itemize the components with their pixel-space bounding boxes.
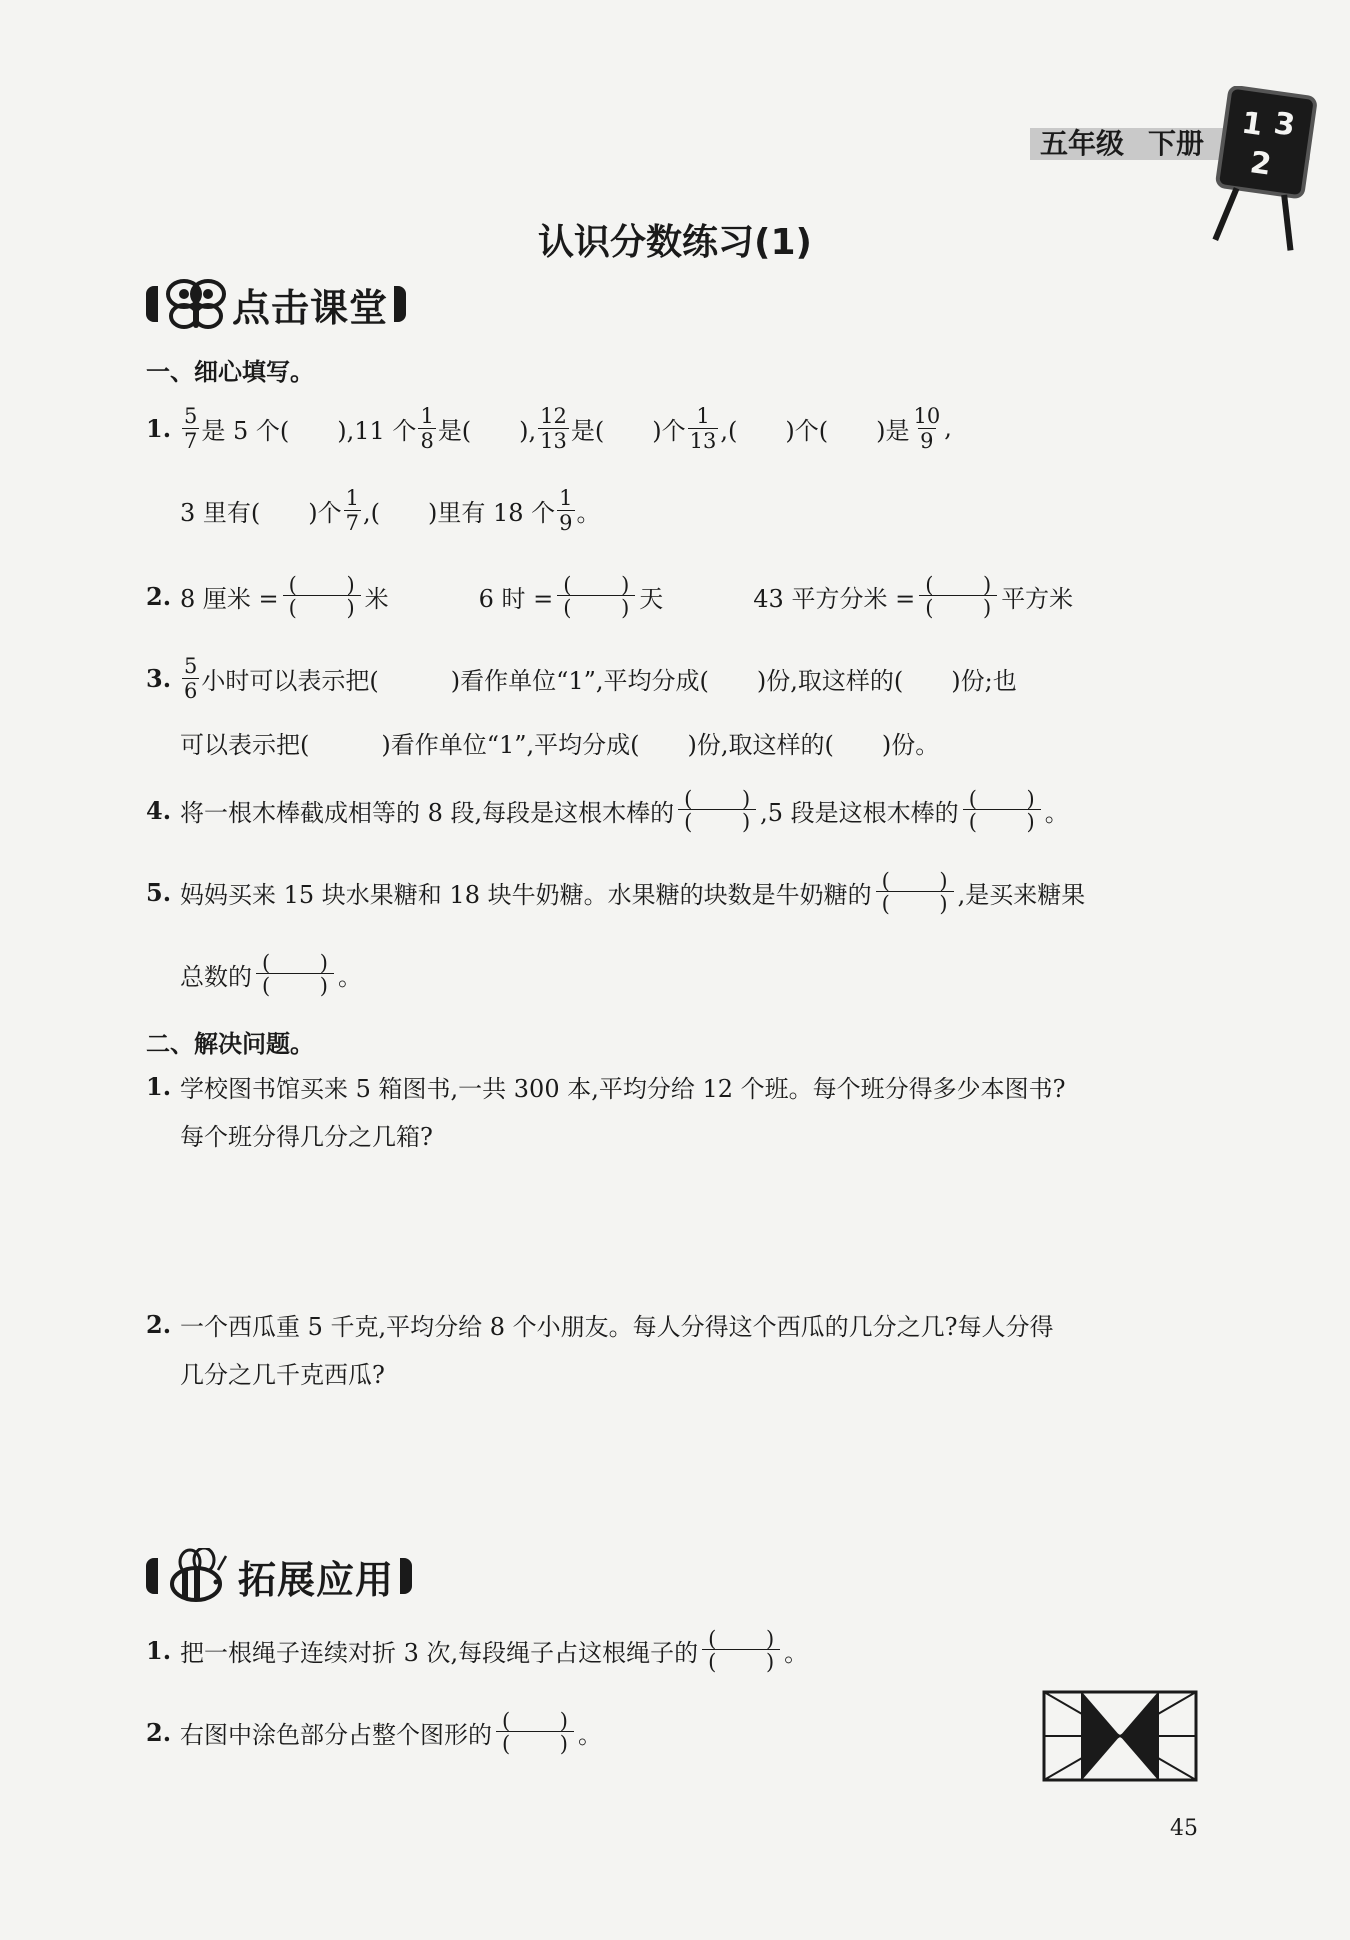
board-digit: 3: [1271, 106, 1298, 144]
section-banner-extend: [146, 1548, 412, 1604]
answer-blank-fraction[interactable]: ( ) ( ): [678, 789, 756, 832]
section-banner-class: [146, 276, 406, 332]
problem-1: [146, 1066, 1066, 1106]
unit-text: 米: [364, 584, 389, 613]
answer-blank-fraction[interactable]: ( ) ( ): [557, 575, 635, 618]
banner-cap-left: [146, 286, 158, 322]
fraction: $\frac{10}{9}$: [913, 403, 941, 453]
question-text: 妈妈买来 15 块水果糖和 18 块牛奶糖。水果糖的块数是牛奶糖的: [180, 880, 872, 909]
question-text: 右图中涂色部分占整个图形的: [180, 1720, 492, 1749]
question-1-cont: [180, 478, 601, 542]
question-text: 每个班分得几分之几箱?: [180, 1122, 433, 1151]
question-2: [146, 564, 1073, 628]
answer-blank-fraction[interactable]: ( ) ( ): [702, 1629, 780, 1672]
page-number: 45: [1170, 1816, 1198, 1841]
fraction: $\frac{5}{7}$: [184, 403, 198, 453]
question-5: [146, 860, 1085, 924]
answer-blank-fraction[interactable]: ( ) ( ): [496, 1711, 574, 1754]
question-text: ,( )里有 18 个: [363, 498, 556, 527]
shaded-figure: [1042, 1690, 1198, 1782]
question-number: 1.: [146, 1635, 172, 1665]
butterfly-icon: [164, 276, 228, 332]
fraction: $\frac{1}{8}$: [420, 403, 434, 453]
problem-1-cont: [180, 1114, 433, 1154]
answer-blank-fraction[interactable]: ( ) ( ): [963, 789, 1041, 832]
question-number: 2.: [146, 1717, 172, 1747]
question-text: 可以表示把( )看作单位“1”,平均分成( )份,取这样的( )份。: [180, 730, 940, 759]
question-text: 是( ),: [437, 416, 537, 445]
board-digit: 2: [1247, 145, 1274, 183]
answer-blank-fraction[interactable]: ( ) ( ): [876, 871, 954, 914]
question-text: ,( )个( )是: [720, 416, 910, 445]
fraction: $\frac{1}{13}$: [689, 403, 717, 453]
banner-cap-right: [400, 1558, 412, 1594]
answer-blank-fraction[interactable]: ( ) ( ): [256, 953, 334, 996]
part-heading: 一、细心填写。: [146, 358, 314, 386]
fraction: $\frac{12}{13}$: [540, 403, 567, 453]
question-number: 4.: [146, 795, 172, 825]
part-heading: 二、解决问题。: [146, 1030, 314, 1058]
banner-title: 点击课堂: [232, 285, 389, 330]
question-text: 。: [784, 1638, 809, 1667]
question-number: 3.: [146, 663, 172, 693]
question-number: 1.: [146, 413, 172, 443]
answer-blank-fraction[interactable]: ( ) ( ): [919, 575, 997, 618]
question-number: 2.: [146, 1309, 172, 1339]
board-digit: 1: [1239, 105, 1265, 144]
banner-cap-left: [146, 1558, 158, 1594]
question-number: 5.: [146, 877, 172, 907]
page-title: 认识分数练习(1): [538, 222, 812, 263]
question-text: 是 5 个( ),11 个: [201, 416, 417, 445]
unit-text: 天: [639, 584, 664, 613]
fraction: $\frac{5}{6}$: [184, 653, 198, 703]
question-text: ,5 段是这根木棒的: [760, 798, 959, 827]
question-text: 8 厘米 =: [180, 584, 279, 613]
bee-icon: [164, 1548, 234, 1604]
question-text: 把一根绳子连续对折 3 次,每段绳子占这根绳子的: [180, 1638, 699, 1667]
question-text: 3 里有( )个: [180, 498, 342, 527]
volume-text: 下册: [1148, 127, 1205, 160]
question-text: 一个西瓜重 5 千克,平均分给 8 个小朋友。每人分得这个西瓜的几分之几?每人分得: [180, 1312, 1054, 1341]
question-text: 小时可以表示把( )看作单位“1”,平均分成( )份,取这样的( )份;也: [201, 666, 1017, 695]
grade-label: [1040, 128, 1204, 160]
question-number: 1.: [146, 1071, 172, 1101]
extend-question-2: [146, 1700, 602, 1764]
banner-cap-right: [394, 286, 406, 322]
fraction: $\frac{1}{9}$: [559, 485, 573, 535]
banner-title: 拓展应用: [238, 1557, 395, 1602]
question-text: ,: [944, 414, 952, 442]
question-3: [146, 646, 1017, 710]
question-text: 学校图书馆买来 5 箱图书,一共 300 本,平均分给 12 个班。每个班分得多少本图书?: [180, 1074, 1066, 1103]
question-text: 。: [338, 962, 362, 991]
problem-2: [146, 1304, 1054, 1344]
question-text: ,是买来糖果: [957, 880, 1086, 909]
question-text: 几分之几千克西瓜?: [180, 1360, 385, 1389]
question-text: 将一根木棒截成相等的 8 段,每段是这根木棒的: [180, 798, 675, 827]
question-1: [146, 396, 952, 460]
question-text: 总数的: [180, 962, 252, 991]
question-3-cont: [180, 722, 939, 762]
problem-2-cont: [180, 1352, 385, 1392]
question-text: 。: [1044, 798, 1069, 827]
question-5-cont: [180, 942, 362, 1006]
question-text: 43 平方分米 =: [753, 584, 916, 613]
fraction: $\frac{1}{7}$: [345, 485, 359, 535]
question-text: 。: [578, 1720, 602, 1749]
grade-text: 五年级: [1040, 127, 1125, 160]
answer-blank-fraction[interactable]: ( ) ( ): [283, 575, 361, 618]
question-number: 2.: [146, 581, 172, 611]
question-4: [146, 778, 1069, 842]
unit-text: 平方米: [1001, 584, 1074, 613]
question-text: 6 时 =: [478, 584, 554, 613]
question-text: 是( )个: [570, 416, 686, 445]
question-text: 。: [576, 498, 601, 527]
extend-question-1: [146, 1618, 808, 1682]
